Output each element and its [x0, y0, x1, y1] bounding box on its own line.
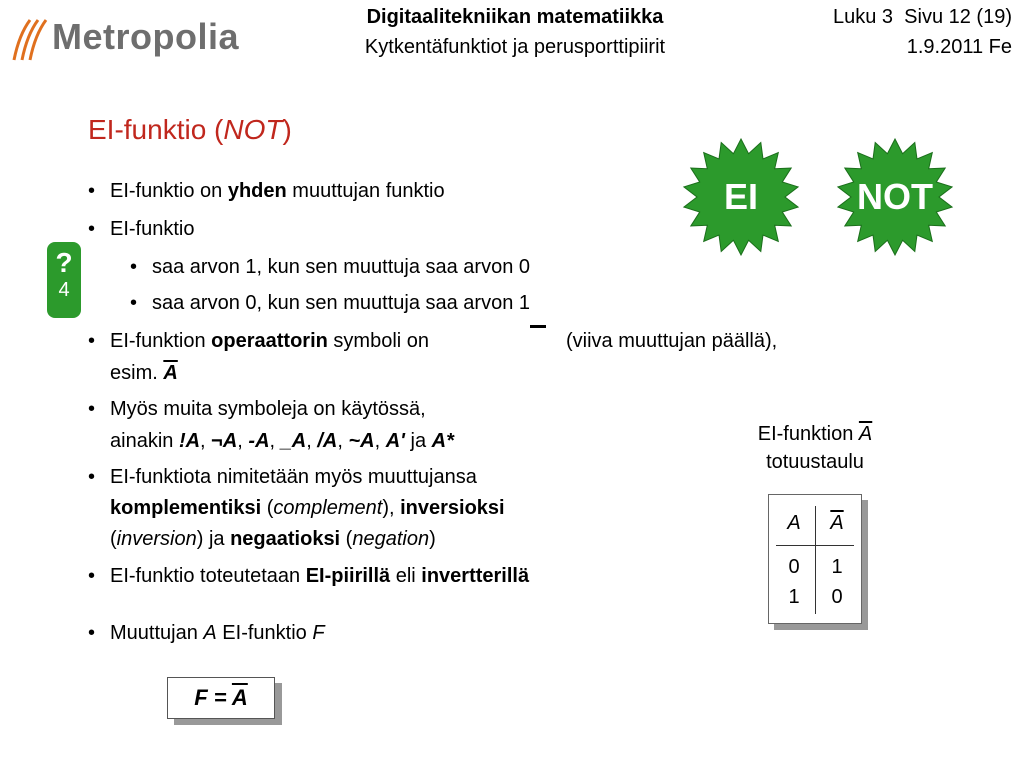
truth-table-cell: 1: [831, 556, 843, 578]
truth-table-caption: EI-funktion $\overline{A}$ totuustaulu: [757, 423, 873, 473]
chapter-page: Luku 3 Sivu 12 (19): [833, 6, 1012, 28]
bullet-icon: •: [88, 466, 96, 488]
truth-table-header-a: A: [787, 512, 801, 534]
sub-bullet-2: saa arvon 0, kun sen muuttuja saa arvon 1: [152, 292, 531, 314]
bullet-5-line2: komplementiksi (complement), inversioksi: [110, 497, 505, 519]
bullet-icon: •: [88, 330, 96, 352]
bullet-2: EI-funktio: [110, 218, 195, 240]
bullet-icon: •: [88, 398, 96, 420]
truth-table-divider-vertical: [815, 506, 816, 614]
overbar-symbol: [530, 325, 546, 328]
sub-bullet-icon: •: [130, 292, 138, 314]
sub-bullet-icon: •: [130, 256, 138, 278]
question-badge: [47, 242, 81, 318]
bullet-4-line1: Myös muita symboleja on käytössä,: [110, 398, 426, 420]
truth-table-header-not-a: $\overline{A}$: [830, 512, 844, 534]
sub-bullet-1: saa arvon 1, kun sen muuttuja saa arvon 0: [152, 256, 531, 278]
bullet-icon: •: [88, 218, 96, 240]
truth-table-cell: 0: [831, 586, 843, 608]
truth-table-divider-horizontal: [776, 545, 854, 546]
course-title: Digitaalitekniikan matematiikka: [366, 6, 664, 28]
bullet-3-line2: esim. $\overline{A}$: [110, 362, 178, 384]
logo-text: Metropolia: [52, 16, 240, 57]
bullet-icon: •: [88, 565, 96, 587]
question-number: 4: [58, 279, 70, 301]
bullet-4-line2: ainakin !A, ¬A, -A, _A, /A, ~A, A' ja A*: [110, 430, 454, 452]
question-mark: ?: [55, 247, 73, 278]
bullet-1: EI-funktio on yhden muuttujan funktio: [110, 180, 445, 202]
bullet-6: EI-funktio toteutetaan EI-piirillä eli invertterillä: [110, 565, 530, 587]
star-label-not: NOT: [857, 176, 933, 217]
truth-table-cell: 0: [788, 556, 800, 578]
star-label-ei: EI: [723, 176, 758, 217]
bullet-5-line1: EI-funktiota nimitetään myös muuttujansa: [110, 466, 477, 488]
logo-mark-icon: [8, 10, 56, 66]
bullet-5-line3: (inversion) ja negaatioksi (negation): [110, 528, 436, 550]
course-subtitle: Kytkentäfunktiot ja perusporttipiirit: [364, 36, 666, 58]
bullet-icon: •: [88, 622, 96, 644]
formula-box: $F = \overline{A}$: [167, 677, 275, 719]
bullet-3-line1: EI-funktion operaattorin symboli on: [110, 330, 430, 352]
truth-table-cell: 1: [788, 586, 800, 608]
date-author: 1.9.2011 Fe: [906, 36, 1012, 58]
bullet-7: Muuttujan A EI-funktio F: [110, 622, 325, 644]
bullet-3-line1-end: (viiva muuttujan päällä),: [566, 330, 778, 352]
bullet-icon: •: [88, 180, 96, 202]
slide-title: EI-funktio (NOT): [88, 114, 292, 145]
